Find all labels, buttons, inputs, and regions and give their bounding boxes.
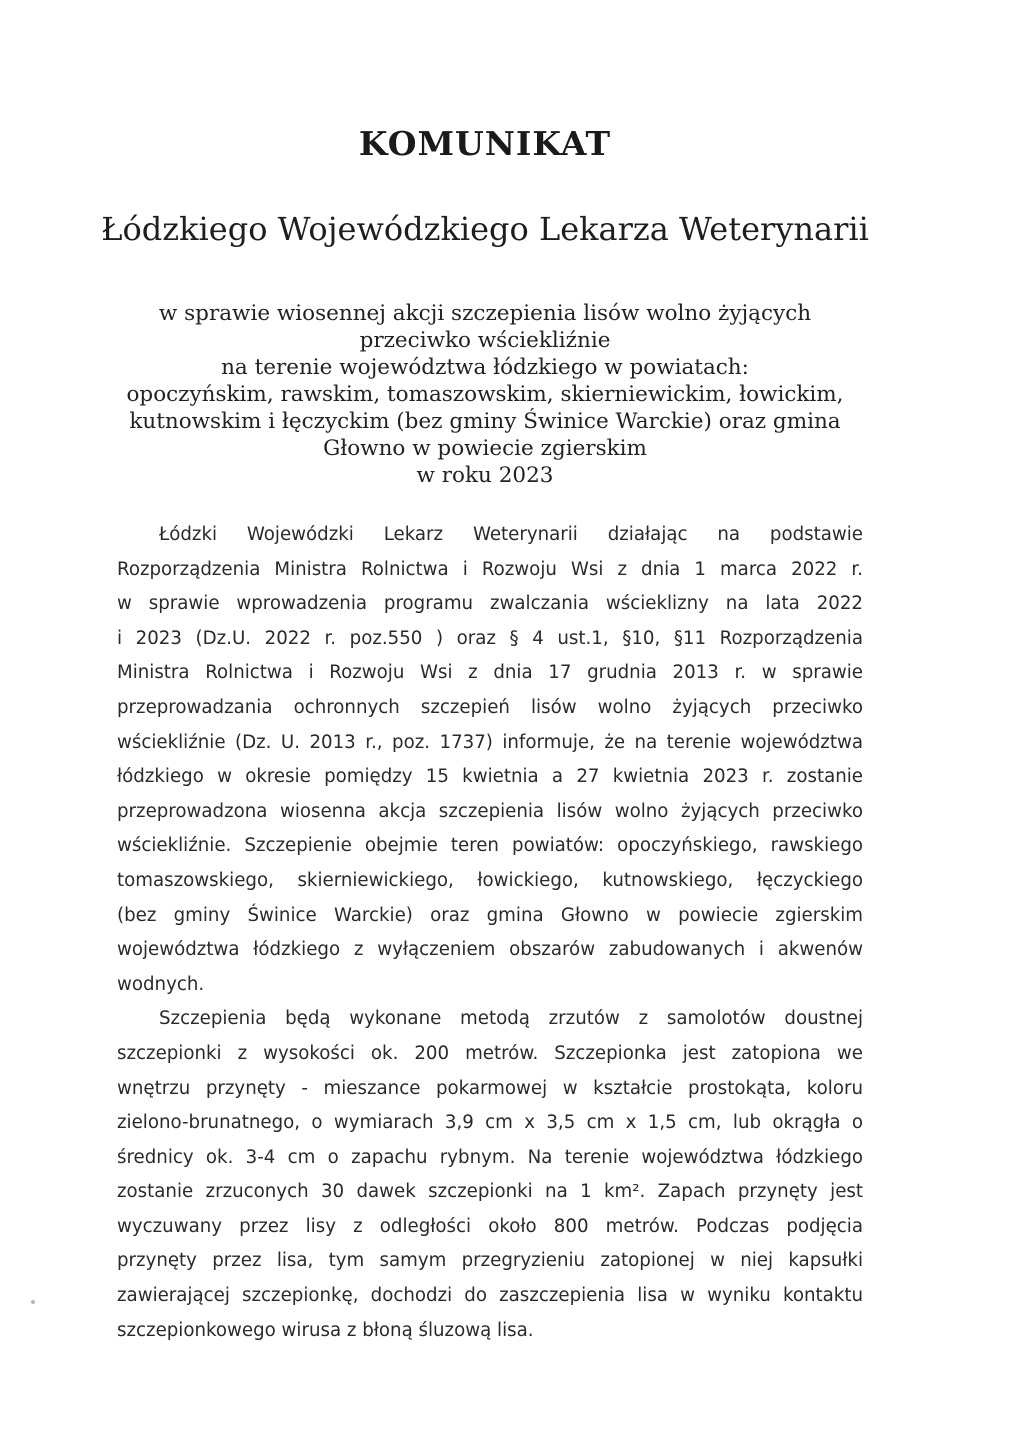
body-text <box>117 518 863 1348</box>
paragraph-line: łódzkiego w okresie pomiędzy 15 kwietnia a 27 kwietnia 2023 r. zostanie <box>117 766 863 788</box>
paragraph-line: Rozporządzenia Ministra Rolnictwa i Rozwoju Wsi z dnia 1 marca 2022 r. <box>117 558 863 580</box>
paragraph-line: przeprowadzania ochronnych szczepień lisów wolno żyjących przeciwko <box>117 696 863 718</box>
paragraph-line: i 2023 (Dz.U. 2022 r. poz.550 ) oraz § 4 ust.1, §10, §11 Rozporządzenia <box>117 627 863 649</box>
paragraph-line: szczepionkowego wirusa z błoną śluzową lisa. <box>117 1319 534 1341</box>
paragraph-line: przynęty przez lisa, tym samym przegryzieniu zatopionej w niej kapsułki <box>117 1250 863 1272</box>
paragraph-legal-basis <box>117 518 863 1002</box>
paragraph-line: w sprawie wprowadzenia programu zwalczania wścieklizny na lata 2022 <box>117 593 863 615</box>
paragraph-line: Ministra Rolnictwa i Rozwoju Wsi z dnia 17 grudnia 2013 r. w sprawie <box>117 662 863 684</box>
paragraph-line: Łódzki Wojewódzki Lekarz Weterynarii działając na podstawie <box>159 524 863 545</box>
paragraph-line: (bez gminy Świnice Warckie) oraz gmina Głowno w powiecie zgierskim <box>117 904 863 926</box>
subject-line: kutnowskim i łęczyckim (bez gminy Świnice Warckie) oraz gmina <box>129 409 841 434</box>
paragraph-line: zawierającej szczepionkę, dochodzi do zaszczepienia lisa w wyniku kontaktu <box>117 1285 863 1307</box>
paragraph-line: Szczepienia będą wykonane metodą zrzutów z samolotów doustnej <box>159 1008 863 1030</box>
paragraph-line: przeprowadzona wiosenna akcja szczepienia lisów wolno żyjących przeciwko <box>117 800 863 822</box>
paragraph-line: wściekliźnie (Dz. U. 2013 r., poz. 1737) informuje, że na terenie województwa <box>117 731 863 753</box>
paragraph-line: wściekliźnie. Szczepienie obejmie teren powiatów: opoczyńskiego, rawskiego <box>117 835 863 857</box>
scan-speck <box>31 1300 35 1304</box>
paragraph-line: zielono-brunatnego, o wymiarach 3,9 cm x 3,5 cm x 1,5 cm, lub okrągła o <box>117 1112 863 1134</box>
paragraph-line: średnicy ok. 3-4 cm o zapachu rybnym. Na terenie województwa łódzkiego <box>117 1146 863 1168</box>
subject-heading <box>100 300 870 489</box>
subject-line: w sprawie wiosennej akcji szczepienia lisów wolno żyjących <box>158 301 812 326</box>
subject-line: w roku 2023 <box>416 463 554 488</box>
subject-line: opoczyńskim, rawskim, tomaszowskim, skierniewickim, łowickim, <box>126 382 844 407</box>
paragraph-vaccination-method <box>117 1002 863 1348</box>
paragraph-line: zostanie zrzuconych 30 dawek szczepionki na 1 km². Zapach przynęty jest <box>117 1181 863 1203</box>
paragraph-line: wodnych. <box>117 973 205 995</box>
subject-line: Głowno w powiecie zgierskim <box>323 436 647 461</box>
paragraph-line: szczepionki z wysokości ok. 200 metrów. Szczepionka jest zatopiona we <box>117 1042 863 1064</box>
paragraph-line: wnętrzu przynęty - mieszance pokarmowej w kształcie prostokąta, koloru <box>117 1077 863 1099</box>
paragraph-line: wyczuwany przez lisy z odległości około 800 metrów. Podczas podjęcia <box>117 1215 863 1237</box>
paragraph-line: tomaszowskiego, skierniewickiego, łowickiego, kutnowskiego, łęczyckiego <box>117 869 863 891</box>
paragraph-line: województwa łódzkiego z wyłączeniem obszarów zabudowanych i akwenów <box>117 939 863 961</box>
document-title: KOMUNIKAT <box>358 124 612 163</box>
subject-line: przeciwko wściekliźnie <box>359 328 611 353</box>
issuing-authority: Łódzkiego Wojewódzkiego Lekarza Weterynarii <box>101 210 869 248</box>
subject-line: na terenie województwa łódzkiego w powiatach: <box>221 355 749 380</box>
